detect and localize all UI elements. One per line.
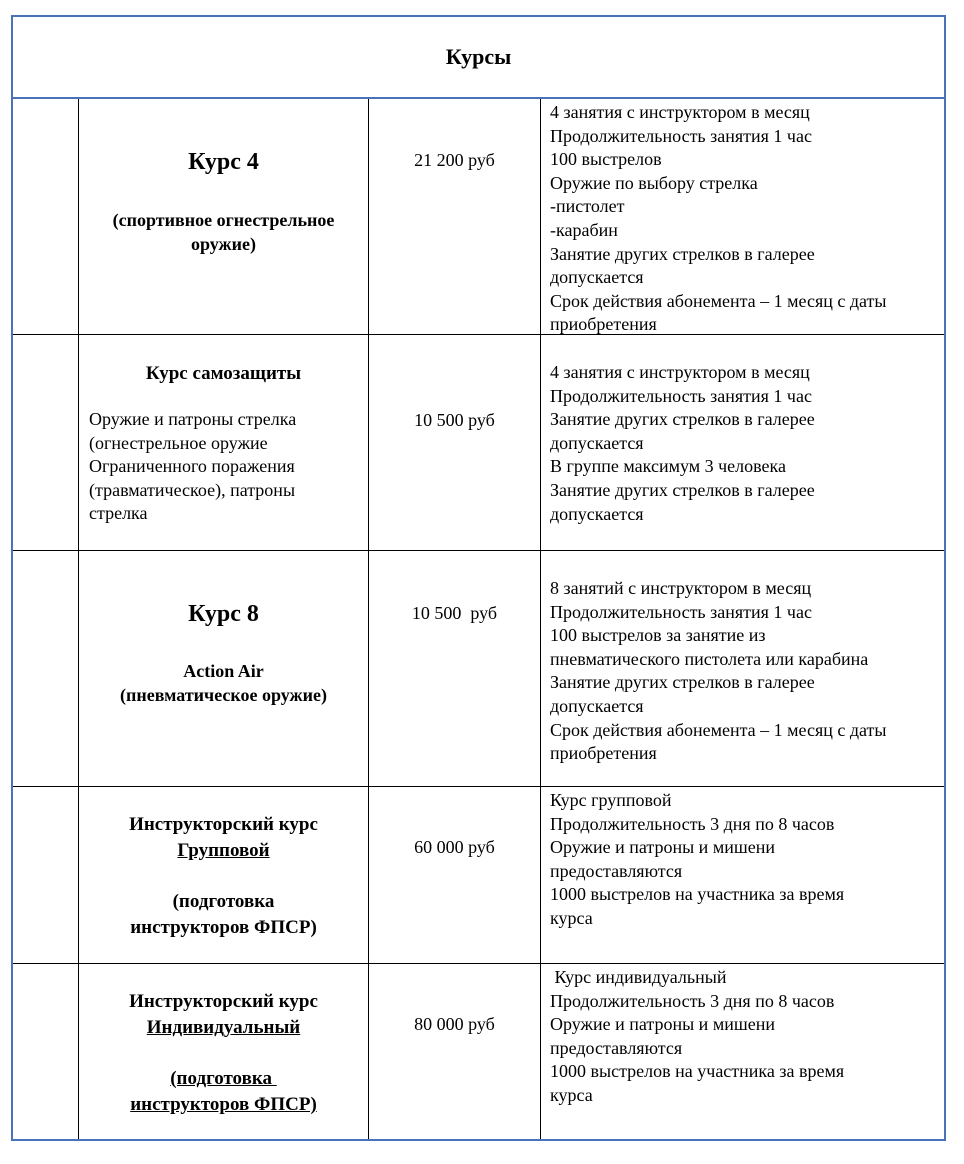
detail-line: Курс групповой [550,790,672,810]
detail-line: приобретения [550,314,657,335]
details-list [550,101,887,337]
price: 21 200 руб [414,150,495,170]
detail-line: предоставляются [550,860,683,881]
course-type: Групповой [177,840,270,861]
detail-line: Оружие по выбору стрелка [550,172,758,193]
table-row [13,787,944,964]
index-cell [13,964,79,1139]
detail-line: допускается [550,695,644,716]
detail-line: Занятие других стрелков в галерее [550,479,815,500]
course-name: Инструкторский курс [129,814,318,835]
detail-line: 1000 выстрелов на участника за время [550,884,845,905]
details-cell [541,964,944,1139]
course-name: Инструкторский курс [129,991,318,1012]
course-name: Курс самозащиты [145,363,302,384]
detail-line: курса [550,907,593,928]
detail-line: приобретения [550,743,657,764]
price: 60 000 руб [414,837,495,857]
price-cell [369,99,541,334]
detail-line: Оружие и патроны и мишени [550,837,775,858]
description-line: Ограниченного поражения [89,456,295,477]
detail-line: курса [550,1084,593,1105]
detail-line: 4 занятия с инструктором в месяц [550,362,810,382]
detail-line: Занятие других стрелков в галерее [550,672,815,693]
detail-line: Продолжительность 3 дня по 8 часов [550,813,835,834]
course-description [89,408,364,526]
details-cell [541,551,944,786]
table-row [13,964,944,1139]
course-type-wrap [79,1015,368,1041]
subtitle-line: инструкторов ФПСР) [130,917,317,938]
course-name: Курс 4 [188,149,259,175]
subtitle-line: (подготовка [172,891,275,912]
course-subtitle: (спортивное огнестрельное оружие) [112,210,335,254]
price-cell [369,964,541,1139]
detail-line: Продолжительность занятия 1 час [550,125,812,146]
subtitle-line: инструкторов ФПСР) [130,1094,317,1115]
courses-table [11,15,946,1141]
page-title: Курсы [445,44,512,69]
description-line: (травматическое), патроны [89,479,296,500]
price: 10 500 руб [411,603,498,623]
course-name-cell [79,335,369,550]
details-list [550,789,844,931]
course-name-cell [79,964,369,1139]
detail-line: 8 занятий с инструктором в месяц [550,578,812,598]
subtitle-line: (подготовка [170,1068,277,1089]
description-line: (огнестрельное оружие [89,432,268,453]
detail-line: 100 выстрелов за занятие из [550,625,766,646]
detail-line: допускается [550,267,644,288]
course-subtitle [79,1066,368,1118]
subtitle-line: (пневматическое оружие) [120,685,327,705]
details-cell [541,99,944,334]
detail-line: 4 занятия с инструктором в месяц [550,102,810,122]
price-cell [369,787,541,963]
detail-line: Продолжительность 3 дня по 8 часов [550,990,835,1011]
details-list [550,577,887,766]
table-row [13,551,944,787]
detail-line: Занятие других стрелков в галерее [550,409,815,430]
title-row [13,17,944,99]
detail-line: Продолжительность занятия 1 час [550,601,812,622]
detail-line: Занятие других стрелков в галерее [550,243,815,264]
detail-line: -карабин [550,219,618,240]
details-list [550,361,815,526]
details-cell [541,787,944,963]
detail-line: Срок действия абонемента – 1 месяц с даты [550,290,887,311]
course-subtitle [79,889,368,941]
index-cell [13,787,79,963]
detail-line: допускается [550,503,644,524]
index-cell [13,99,79,334]
course-type: Индивидуальный [146,1017,301,1038]
details-list [550,966,844,1108]
description-line: стрелка [89,503,148,524]
detail-line: пневматического пистолета или карабина [550,648,869,669]
detail-line: 1000 выстрелов на участника за время [550,1061,845,1082]
price-cell [369,551,541,786]
description-line: Оружие и патроны стрелка [89,409,297,429]
index-cell [13,335,79,550]
price: 10 500 руб [414,410,495,430]
course-name-cell [79,551,369,786]
index-cell [13,551,79,786]
price-cell [369,335,541,550]
table-row [13,335,944,551]
detail-line: Курс индивидуальный [550,967,727,987]
detail-line: допускается [550,432,644,453]
detail-line: Продолжительность занятия 1 час [550,385,812,406]
table-row [13,99,944,335]
course-subtitle [79,659,368,707]
detail-line: Оружие и патроны и мишени [550,1014,775,1035]
course-name-cell [79,787,369,963]
course-name: Курс 8 [188,601,259,627]
detail-line: предоставляются [550,1037,683,1058]
detail-line: -пистолет [550,196,625,217]
detail-line: В группе максимум 3 человека [550,456,786,477]
price: 80 000 руб [414,1014,495,1034]
detail-line: 100 выстрелов [550,149,662,170]
course-name-cell [79,99,369,334]
detail-line: Срок действия абонемента – 1 месяц с даты [550,719,887,740]
subtitle-line: Action Air [183,661,264,681]
details-cell [541,335,944,550]
